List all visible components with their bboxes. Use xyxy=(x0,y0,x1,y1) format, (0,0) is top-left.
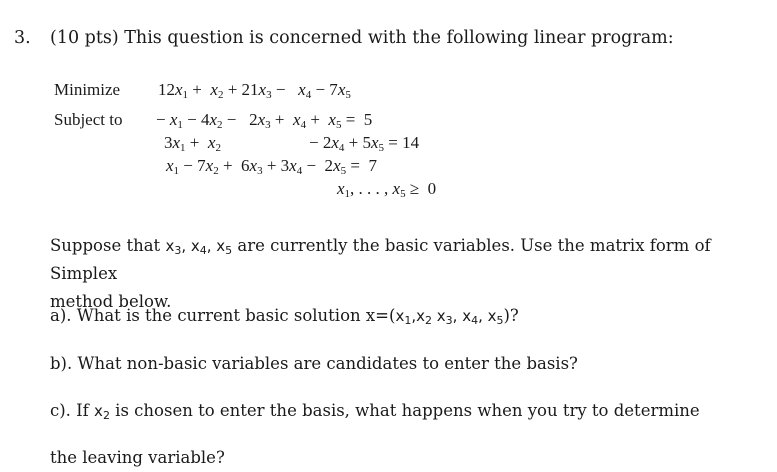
part-b xyxy=(50,350,578,378)
part-a-prefix: a). What is the current basic solution x=( xyxy=(50,306,396,325)
minimize-label: Minimize xyxy=(54,80,121,99)
part-c-cont-text: the leaving variable? xyxy=(50,448,225,467)
part-a xyxy=(50,302,519,330)
part-c xyxy=(50,397,700,425)
constraint-3-expression: $x_1 - 7x_2 + 6x_3 + 3x_4 - 2x_5 = 7$ xyxy=(166,156,377,177)
nonnegativity-expression: $x_1$, . . . , $x_5 \ge 0$ xyxy=(337,179,437,200)
subject-to-label: Subject to xyxy=(54,110,123,129)
part-b-text: b). What non-basic variables are candidates to enter the basis? xyxy=(50,354,578,373)
basic-variables-list: $x_3$, $x_4$, $x_5$ xyxy=(165,237,233,257)
part-c-prefix: c). If xyxy=(50,401,95,420)
objective-expression: $12x_1 + x_2 + 21x_3 - x_4 - 7x_5$ xyxy=(158,80,351,101)
constraint-2-expression: $3x_1 + x_2$ xyxy=(164,133,221,154)
question-heading-text: (10 pts) This question is concerned with the following linear program: xyxy=(50,28,674,48)
constraint-2-rhs-expression: − $2x_4 + 5x_5 = 14$ xyxy=(309,133,420,154)
question-heading xyxy=(14,28,674,48)
solution-variables: $x_1,x_2$ $x_3$, $x_4$, $x_5$ xyxy=(395,307,504,327)
intro-text-a: Suppose that xyxy=(50,236,166,255)
part-a-suffix: )? xyxy=(503,306,519,325)
part-c-suffix: is chosen to enter the basis, what happens when you try to determine xyxy=(109,401,700,420)
constraint-1-expression: − $x_1 - 4x_2 - 2x_3 + x_4 + x_5 = 5$ xyxy=(156,110,373,131)
question-number: 3. xyxy=(14,28,31,48)
intro-text-b: are currently the basic variables. Use the matrix form of Simplex xyxy=(50,236,711,283)
intro-text-c: method below. xyxy=(50,292,172,311)
entering-variable: $x_2$ xyxy=(94,402,110,422)
